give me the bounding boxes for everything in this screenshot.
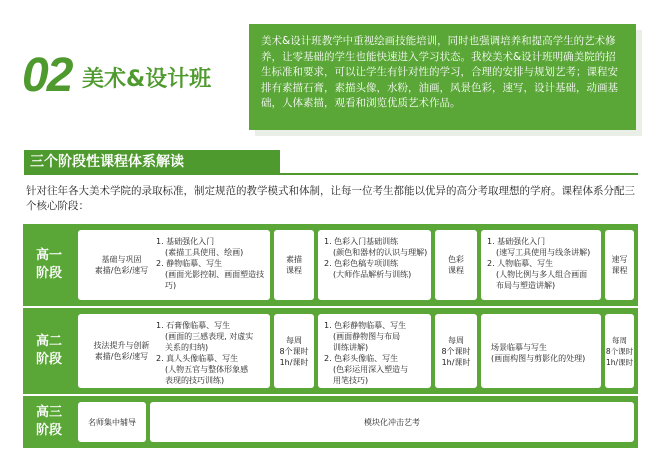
course-note: (人物五官与整体形象感 bbox=[165, 365, 249, 374]
stage-name: 高一阶段 bbox=[35, 248, 62, 281]
stage-row-2 bbox=[23, 308, 638, 394]
course-note: (颜色和器材的认识与理解) bbox=[333, 248, 428, 257]
course-note: 关系的归纳) bbox=[165, 343, 209, 352]
course-note: (画面构图与剪影化的处理) bbox=[491, 354, 586, 363]
course-item: 2. 人物临摹、写生 bbox=[487, 259, 554, 268]
course-item: 1. 石膏像临摹、写生 bbox=[156, 321, 231, 330]
sketch-course-detail bbox=[150, 314, 270, 388]
section-description: 针对往年各大美术学院的录取标准，制定规范的教学模式和体制，让每一位考生都能以优异的高分考取理想的学府。课程体系分配三个核心阶段： bbox=[26, 185, 635, 212]
course-note: 用笔技巧) bbox=[333, 376, 369, 385]
intro-text-box: 美术&设计班教学中重视绘画技能培训，同时也强调培养和提高学生的艺术修养，让零基础的学生也能快速进入学习状态。我校美术&设计班明确美院的招生标准和要求，可以让学生有针对性的学习，合理的安排与规划艺考；课程安排有素描石膏，素描头像，水粉，油画，风景色彩，速写，设计基础，动画基础，人体素描，观看和浏览优质艺术作品。 bbox=[249, 24, 636, 130]
course-note: (大师作品解析与训练) bbox=[333, 270, 412, 279]
course-note: (色彩运用深入塑造与 bbox=[333, 365, 409, 374]
course-note: (速写工具使用与线条讲解) bbox=[496, 248, 591, 257]
section-number: 02 bbox=[22, 49, 72, 102]
course-note: 表现的技巧训练) bbox=[165, 376, 225, 385]
course-item: 2. 真人头像临摹、写生 bbox=[156, 354, 239, 363]
sketch-course-label: 素描 课程 bbox=[274, 230, 314, 300]
course-item: 2. 静物临摹、写生 bbox=[156, 259, 223, 268]
course-item: 1. 色彩静物临摹、写生 bbox=[324, 321, 407, 330]
stage-focus: 基础与巩固 素描/色彩/速写 bbox=[78, 230, 165, 300]
course-note: (画面静物图与布局 bbox=[333, 332, 401, 341]
stage-focus: 技法提升与创新 素描/色彩/速写 bbox=[78, 314, 165, 388]
sketch-schedule: 每周 8个课时 1h/课时 bbox=[274, 314, 314, 388]
course-item: 1. 基础强化入门 bbox=[156, 237, 215, 246]
course-note: (画面光影控制、画面塑造技巧) bbox=[165, 270, 265, 290]
stage-wide-detail: 模块化冲击艺考 bbox=[150, 402, 634, 442]
course-note: 布局与塑造讲解) bbox=[496, 281, 556, 290]
section-heading: 三个阶段性课程体系解读 bbox=[24, 150, 280, 174]
speed-schedule: 每周 8个课时 1h/课时 bbox=[605, 314, 634, 388]
course-item: 2. 色彩色稿专项训练 bbox=[324, 259, 399, 268]
course-item: 2. 色彩头像临、写生 bbox=[324, 354, 399, 363]
speed-course-label: 速写 课程 bbox=[605, 230, 634, 300]
speed-course-detail bbox=[481, 314, 601, 388]
color-course-label: 色彩 课程 bbox=[435, 230, 477, 300]
stage-focus: 名师集中辅导 bbox=[78, 402, 146, 442]
course-item: 1. 基础强化入门 bbox=[487, 237, 546, 246]
stage-label bbox=[23, 396, 75, 448]
stage-name: 高三阶段 bbox=[35, 405, 62, 438]
course-item: 1. 色彩入门基础训练 bbox=[324, 237, 399, 246]
section-divider bbox=[24, 173, 638, 175]
stage-name: 高二阶段 bbox=[35, 334, 62, 367]
sketch-course-detail bbox=[150, 230, 270, 300]
stage-label bbox=[23, 308, 75, 394]
color-schedule: 每周 8个课时 1h/课时 bbox=[435, 314, 477, 388]
speed-course-detail bbox=[481, 230, 601, 300]
course-item: 场景临摹与写生 bbox=[491, 343, 547, 352]
color-course-detail bbox=[318, 230, 431, 300]
course-note: (画面的三感表现, 对虚实 bbox=[165, 332, 254, 341]
stage-label bbox=[23, 224, 75, 306]
stage-row-1 bbox=[23, 224, 638, 306]
page-title: 美术&设计班 bbox=[82, 67, 212, 92]
color-course-detail bbox=[318, 314, 431, 388]
course-note: (人物比例与多人组合画面 bbox=[496, 270, 588, 279]
stage-row-3 bbox=[23, 396, 638, 448]
course-note: 训练讲解) bbox=[333, 343, 369, 352]
course-note: (素描工具使用、绘画) bbox=[165, 248, 244, 257]
